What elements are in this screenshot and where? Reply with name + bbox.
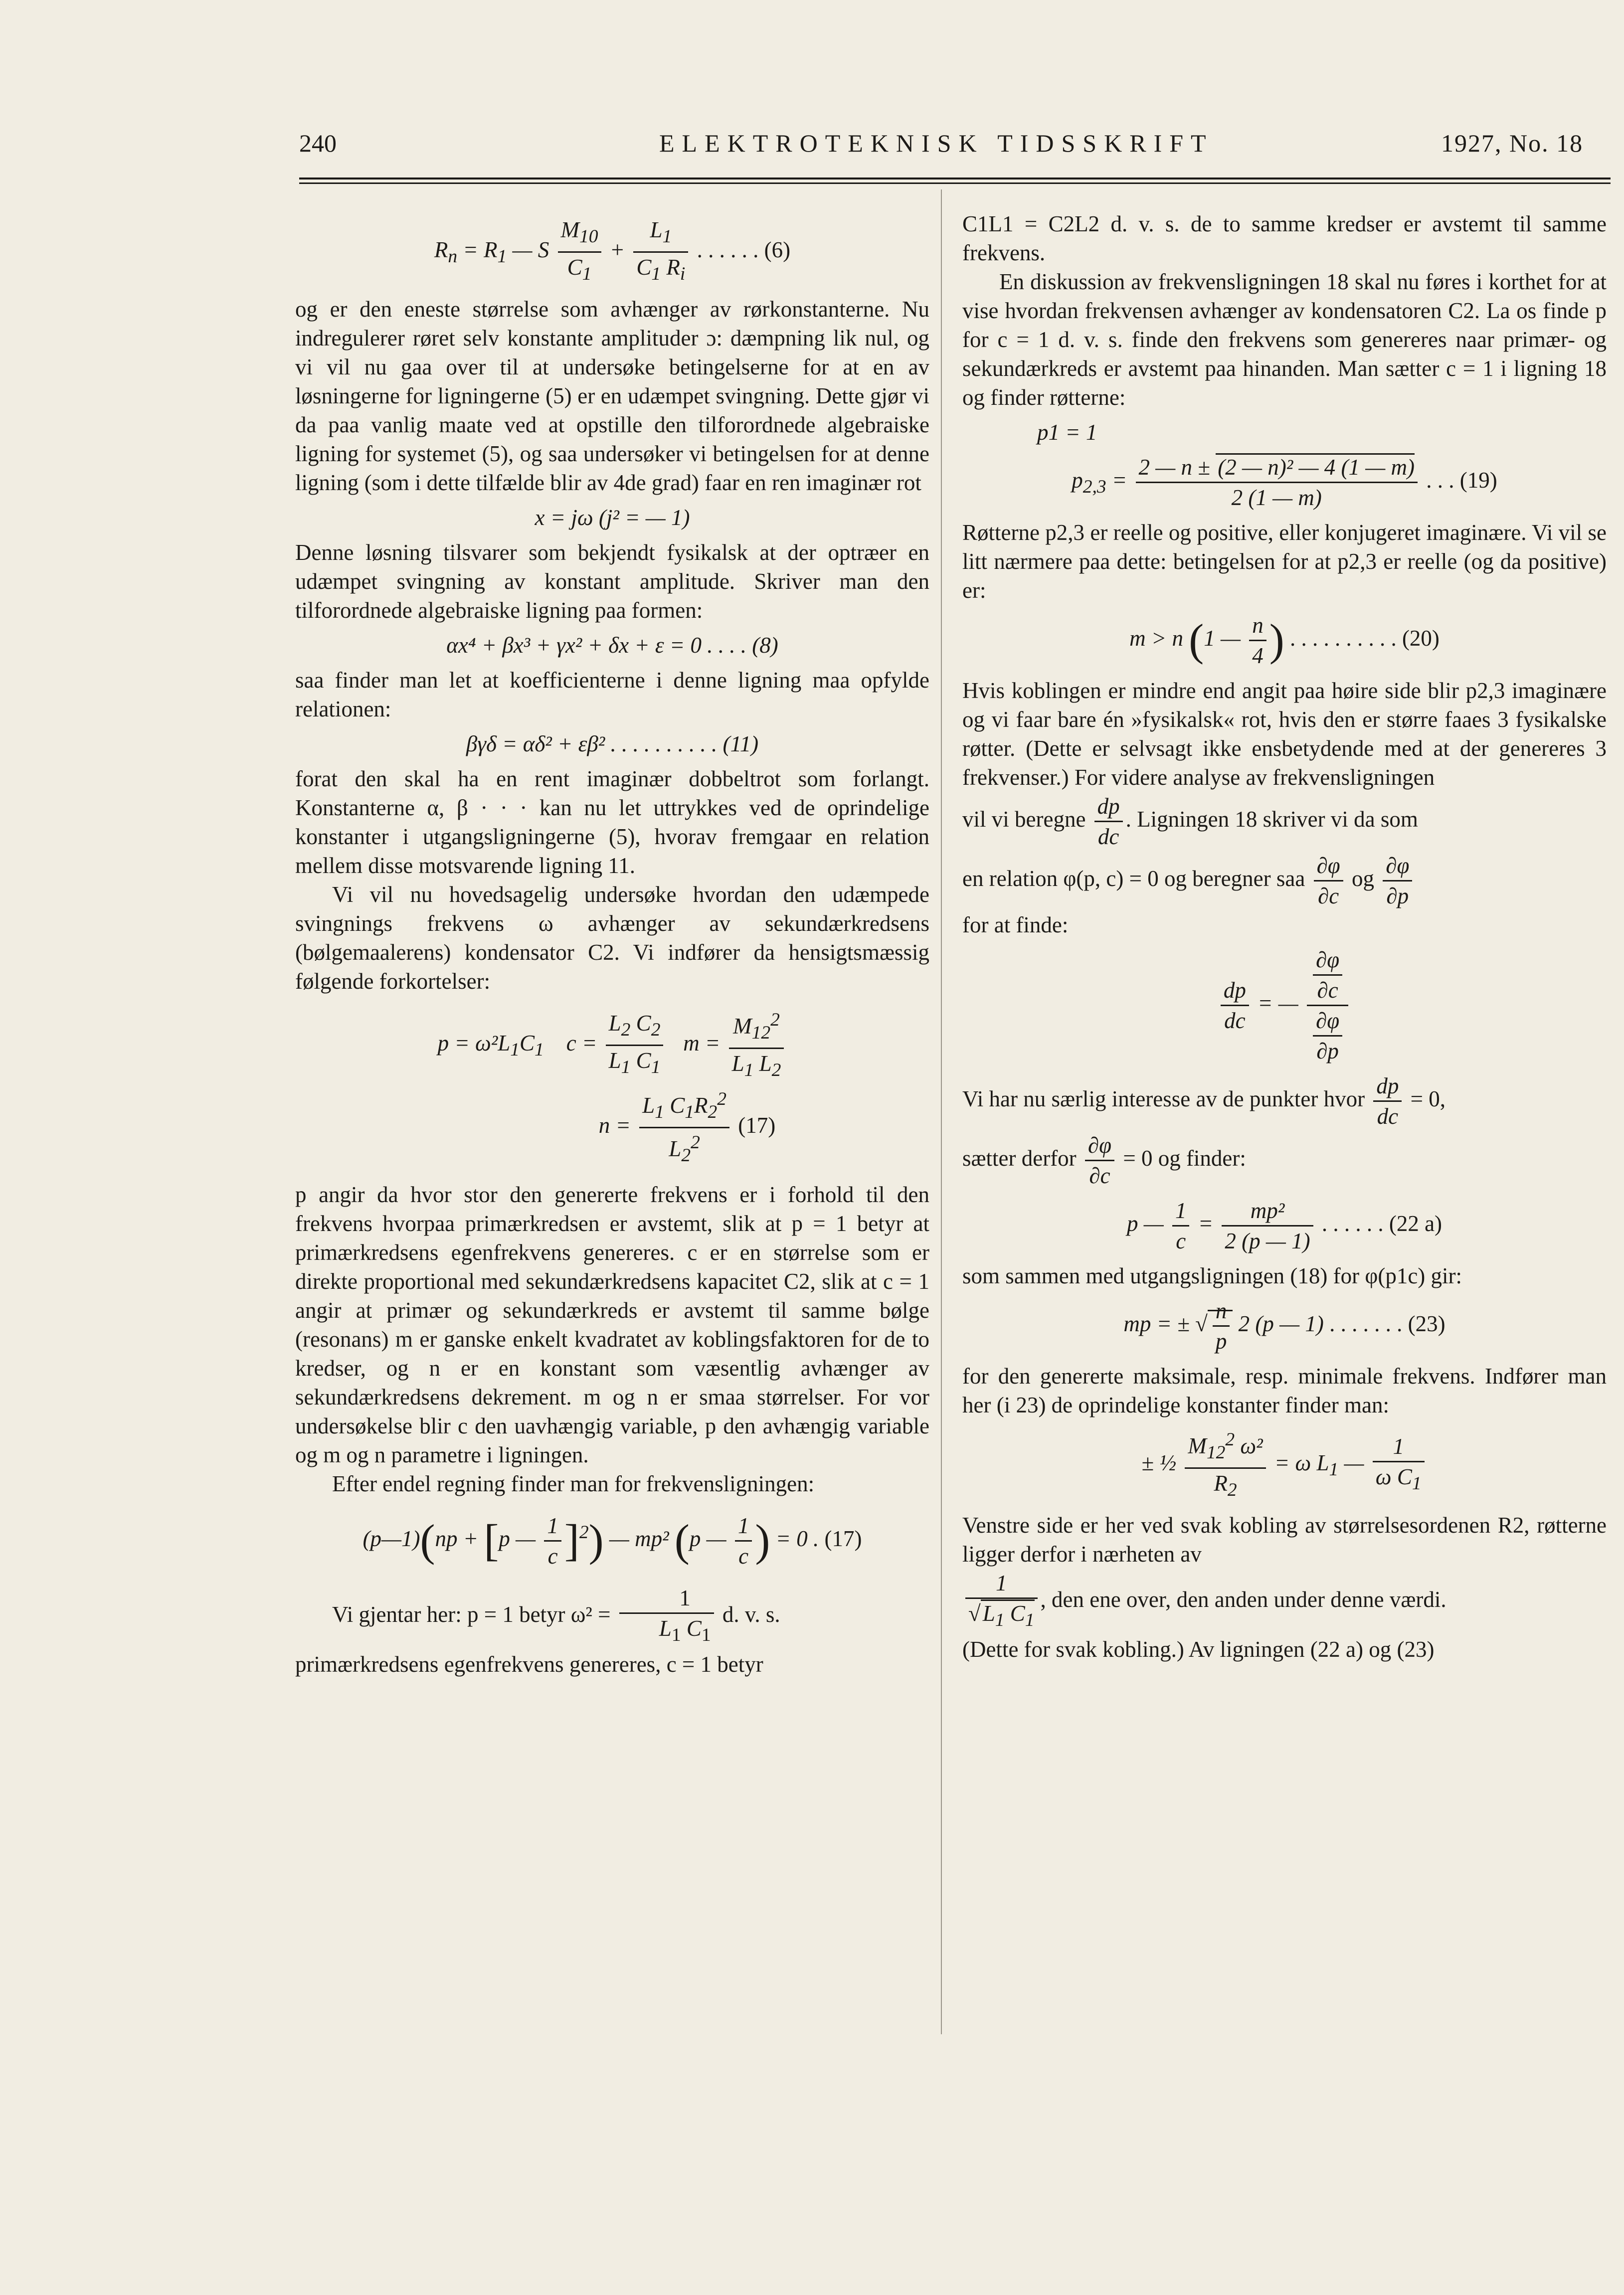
paragraph: En diskussion av frekvensligningen 18 skal nu føres i korthet for at vise hvordan frekvensen avhænger av kondensatoren C2. La os finde p for c = 1 d. v. s. finde den frekvens som genereres naar primær- og sekundærkreds er avstemt paa hinanden. Man sætter c = 1 i ligning 18 og finder røtterne:	[962, 269, 1607, 410]
paragraph: Vi gjentar her: p = 1 betyr ω² = $\frac{1}{L_1 C_1}$ d. v. s.	[295, 1584, 929, 1650]
equation-6: $R_n = R_1$ — S $\frac{M_{10}}{C_1}$ + $\frac{L_1}{C_1 R_i}$ . . . . . . (6)	[295, 215, 929, 289]
paragraph: vil vi beregne $\frac{dp}{dc}$ . Ligningen 18 skriver vi da som	[962, 792, 1607, 851]
equation-p1: p1 = 1	[1037, 420, 1097, 445]
paragraph: for den genererte maksimale, resp. minimale frekvens. Indfører man her (i 23) de oprindelige konstanter finder man:	[962, 1364, 1607, 1417]
equation-x: x = jω (j² = — 1)	[535, 505, 690, 530]
left-column	[295, 209, 929, 1679]
paragraph: Vi vil nu hovedsagelig undersøke hvordan den udæmpede svingnings frekvens ω avhænger av sekundærkredsens (bølgemaalerens) kondensator C2. Vi indfører da hensigtsmæssig følgende forkortelser:	[295, 882, 929, 994]
paragraph: forat den skal ha en rent imaginær dobbeltrot som forlangt. Konstanterne α, β · · · kan nu let uttrykkes ved de oprindelige konstanter i utgangsligningerne (5), hvorav fremgaar en relation mellem disse motsvarende ligning 11.	[295, 766, 929, 878]
paragraph: $\frac{1}{√L_1 C_1}$ , den ene over, den anden under denne værdi.	[962, 1569, 1607, 1635]
paragraph: saa finder man let at koefficienterne i denne ligning maa opfylde relationen:	[295, 668, 929, 721]
issue-label: 1927, No. 18	[1441, 129, 1584, 157]
paragraph: (Dette for svak kobling.) Av ligningen (22 a) og (23)	[962, 1637, 1435, 1662]
paragraph: Vi har nu særlig interesse av de punkter hvor $\frac{dp}{dc}$ = 0,	[962, 1071, 1607, 1131]
derivative-equation: $\frac{dp}{dc}$ = — $\frac{\frac{\partial\varphi}{\partial c}}{\frac{\partial\varphi}{\partial p}}$	[962, 945, 1607, 1065]
right-column	[962, 209, 1607, 1664]
column-divider	[941, 189, 942, 2034]
paragraph: Hvis koblingen er mindre end angit paa høire side blir p2,3 imaginære og vi faar bare én »fysikalsk« rot, hvis den er større faaes 3 fysikalske røtter. (Dette er selvsagt ikke ensbetydende med at der genereres 3 frekvenser.) For videre analyse av frekvensligningen	[962, 678, 1607, 790]
equation-17-definitions: $p = \omega^2L_1C_1$ c = $\frac{L_2 C_2}{L_1 C_1}$ m = $\frac{M_{12}^2}{L_1 L_2}$ n = $\frac{L_1 C_1R_2^2}{L_2^2}$ (17)	[295, 1006, 929, 1170]
equation-23: mp = ± √ $\frac{n}{p}$ 2 (p — 1) . . . . . . . (23)	[962, 1296, 1607, 1356]
paragraph: primærkredsens egenfrekvens genereres, c = 1 betyr	[295, 1652, 763, 1677]
paragraph: sætter derfor $\frac{\partial\varphi}{\partial c}$ = 0 og finder:	[962, 1131, 1607, 1190]
paragraph: for at finde:	[962, 912, 1069, 937]
equation-tag: (17)	[824, 1526, 862, 1551]
paragraph: som sammen med utgangsligningen (18) for φ(p1c) gir:	[962, 1263, 1462, 1288]
paragraph: Denne løsning tilsvarer som bekjendt fysikalsk at der optræer en udæmpet svingning av konstant amplitude. Skriver man den tilforordnede algebraiske ligning paa formen:	[295, 540, 929, 623]
paragraph: Venstre side er her ved svak kobling av størrelsesordenen R2, røtterne ligger derfor i nærheten av	[962, 1513, 1607, 1567]
equation-11: βγδ = αδ² + εβ² . . . . . . . . . . (11)	[466, 731, 759, 756]
equation-tag: (17)	[738, 1112, 776, 1138]
header-rule-thin	[299, 182, 1611, 184]
header-rule	[299, 177, 1611, 179]
page-number: 240	[299, 129, 337, 157]
equation-8: αx⁴ + βx³ + γx² + δx + ε = 0 . . . . (8)	[446, 633, 778, 658]
paragraph: Røtterne p2,3 er reelle og positive, eller konjugeret imaginære. Vi vil se litt nærmere paa dette: betingelsen for at p2,3 er reelle (og da positive) er:	[962, 520, 1607, 603]
paragraph: og er den eneste størrelse som avhænger av rørkonstanterne. Nu indregulerer røret selv konstante amplituder ɔ: dæmpning lik nul, og vi vil nu gaa over til at undersøke betingelserne for at en av løsningerne for ligningerne (5) er en udæmpet svingning. Dette gjør vi da paa vanlig maate ved at opstille den tilforordnede algebraiske ligning for systemet (5), og saa undersøker vi betingelsen for at denne ligning (som i dette tilfælde blir av 4de grad) faar en ren imaginær rot	[295, 297, 929, 495]
paragraph: Efter endel regning finder man for frekvensligningen:	[332, 1471, 815, 1496]
equation-20: m > n (1 — $\frac{n}{4}$ ) . . . . . . . . . . (20)	[962, 611, 1607, 670]
equation-constants: ± ½ $\frac{M_{12}^2 \omega^2}{R_2}$ = ω $L_1$ — $\frac{1}{\omega C_1}$	[962, 1425, 1607, 1505]
frequency-equation: (p—1)(np + [p — $\frac{1}{c}$ ]$^2$) — mp² (p — $\frac{1}{c}$ ) = 0 . (17)	[295, 1511, 929, 1571]
equation-19: $p_{2,3}$ = $\frac{\text{2 — n ± (2 — n)² — 4 (1 — m)}}{2 (1 — m)}$ . . . (19)	[962, 453, 1607, 512]
journal-title: ELEKTROTEKNISK TIDSSKRIFT	[659, 129, 1214, 157]
paragraph: p angir da hvor stor den genererte frekvens er i forhold til den frekvens hvorpaa primærkredsen er avstemt, slik at p = 1 betyr at primærkredsens egenfrekvens genereres. c er en størrelse som er direkte proportional med sekundærkredsens kapacitet C2, slik at c = 1 angir at primær og sekundærkreds er avstemt til samme bølge (resonans) m er ganske enkelt kvadratet av koblingsfaktoren for de to kredser, og n er en konstant som væsentlig avhænger av sekundærkredsens dekrement. m og n er smaa størrelser. For vor undersøkelse blir c den uavhængig variable, p den avhængig variable og m og n parametre i ligningen.	[295, 1182, 929, 1467]
paragraph: C1L1 = C2L2 d. v. s. de to samme kredser er avstemt til samme frekvens.	[962, 211, 1607, 265]
equation-22a: p — $\frac{1}{c}$ = $\frac{\text{mp²}}{2 (p — 1)}$ . . . . . . (22 a)	[962, 1196, 1607, 1255]
paragraph: en relation φ(p, c) = 0 og beregner saa $\frac{\partial\varphi}{\partial c}$ og $\frac{\partial\varphi}{\partial p}$	[962, 851, 1607, 910]
